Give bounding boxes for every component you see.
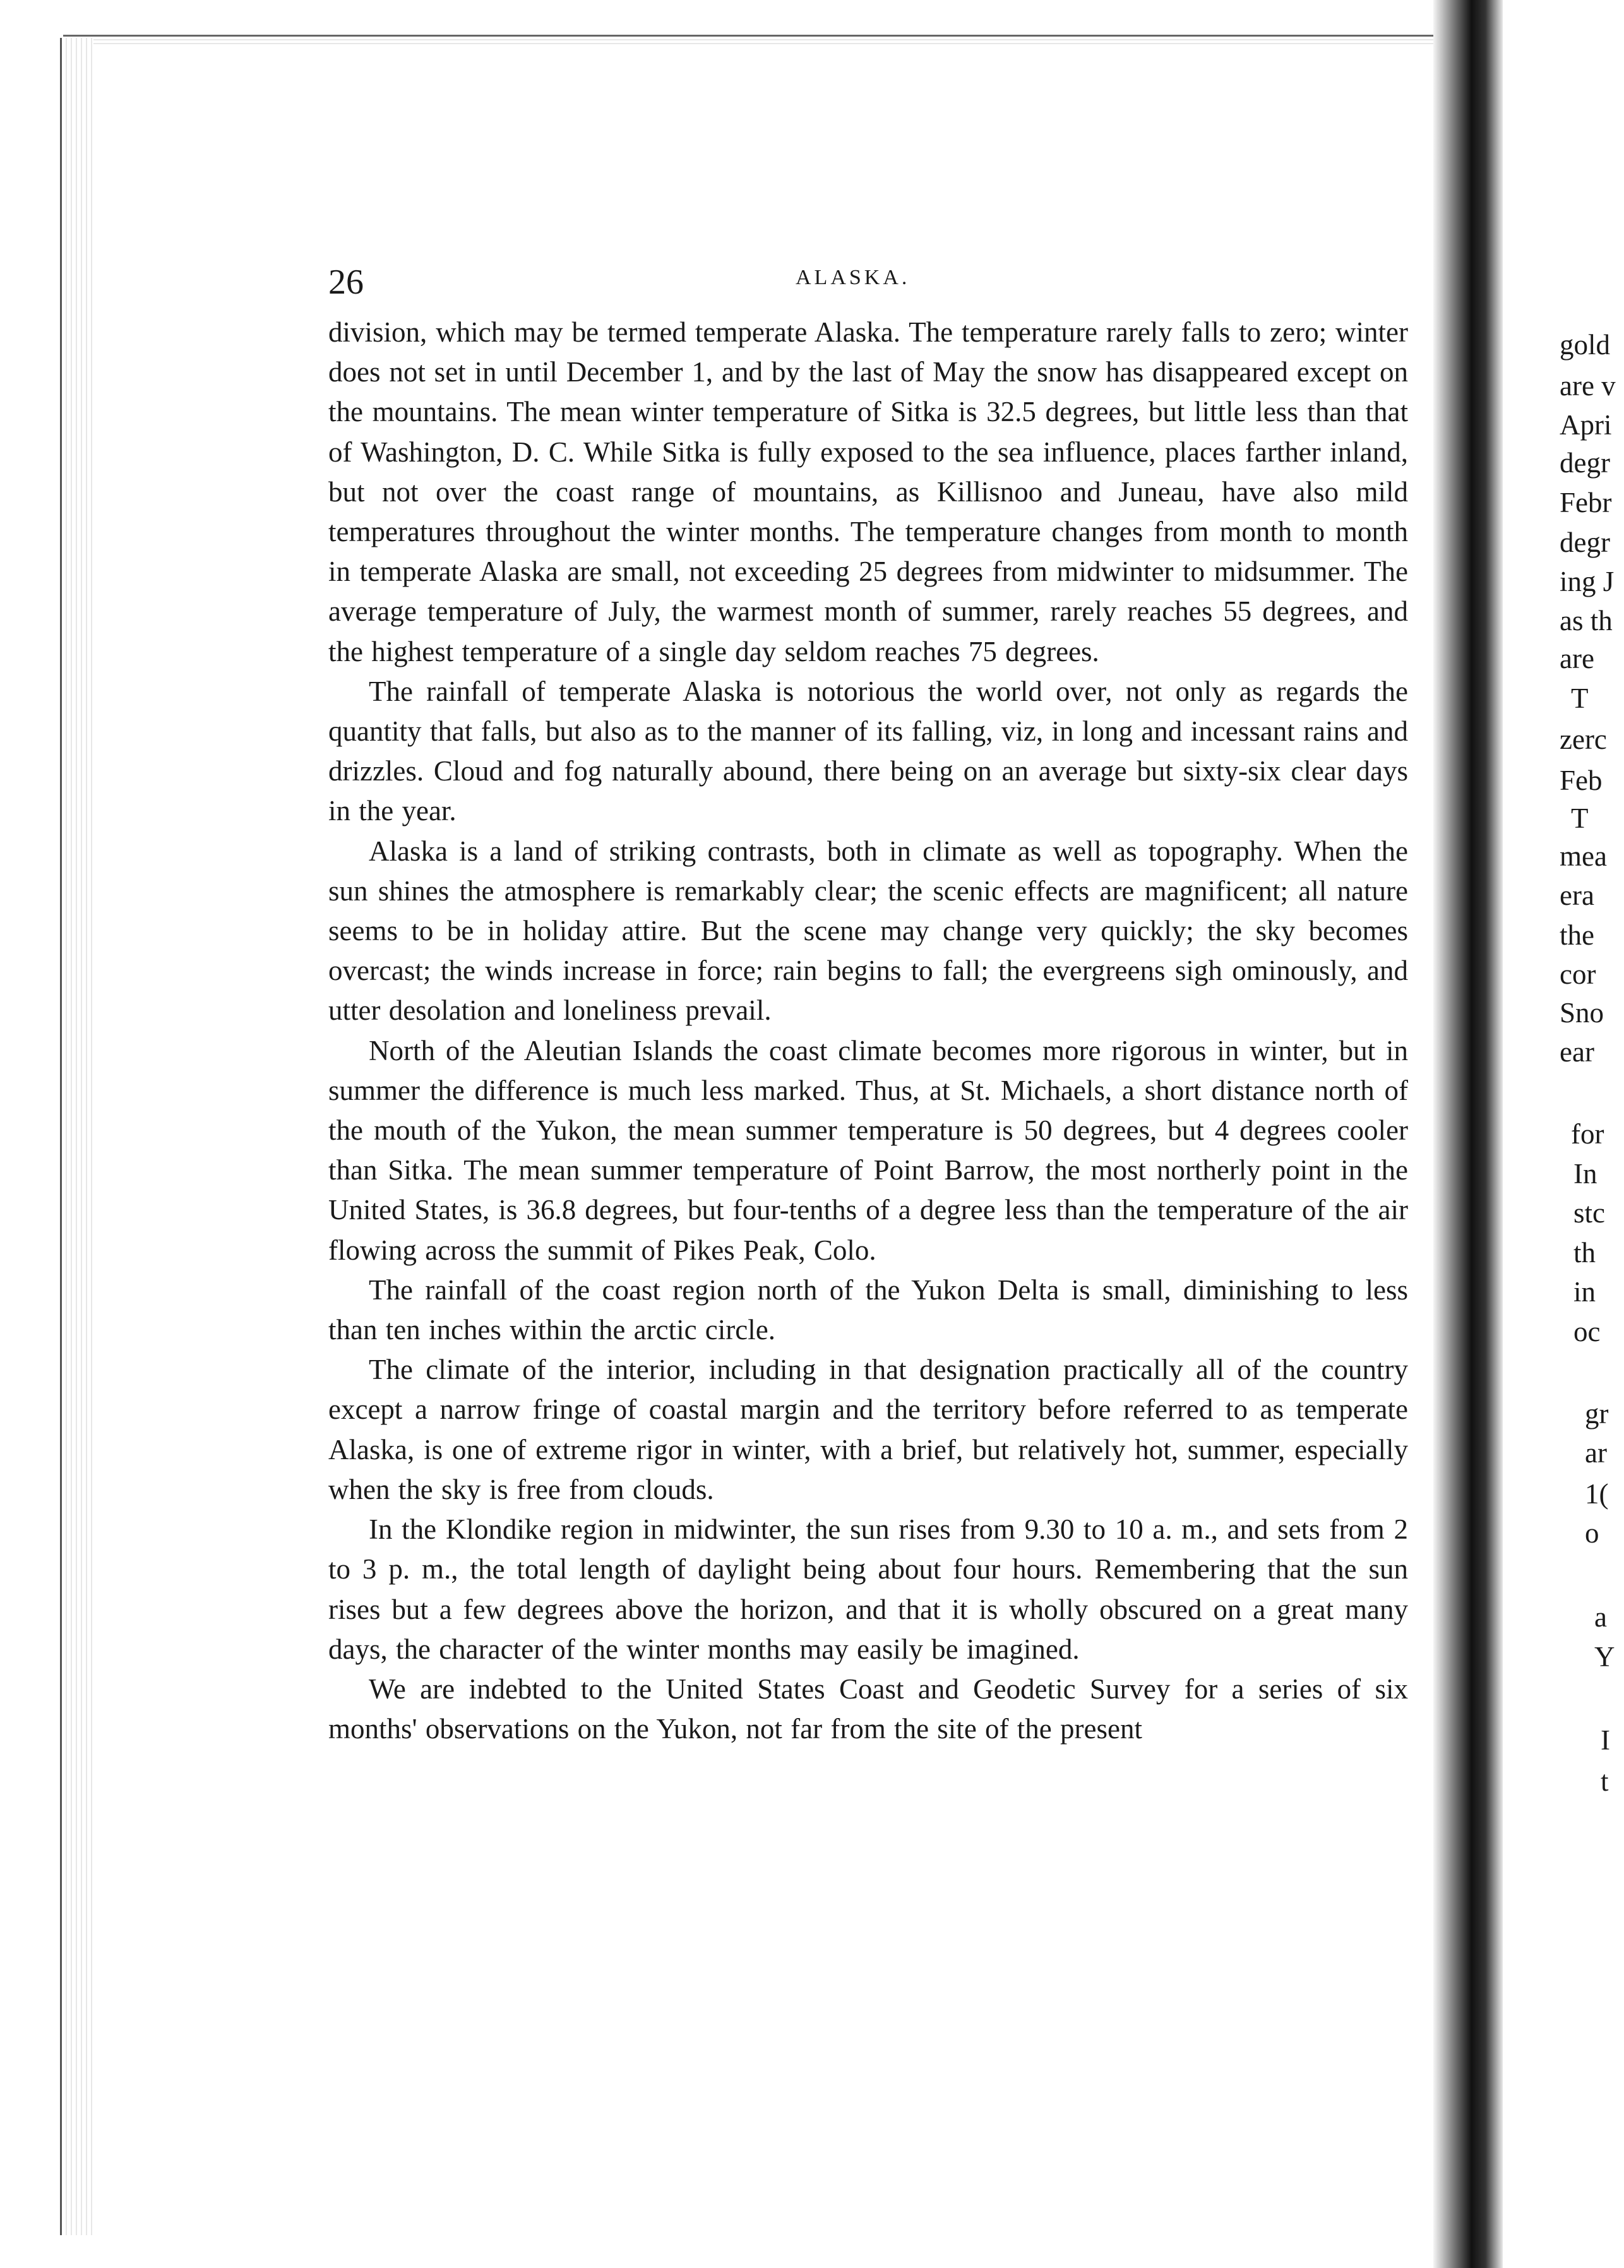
facing-page-line: era xyxy=(1560,880,1594,911)
facing-page-line: I xyxy=(1601,1724,1610,1756)
facing-page-line: In xyxy=(1573,1158,1597,1190)
facing-page-line: in xyxy=(1573,1276,1596,1308)
page-block-top-edge xyxy=(63,35,1440,47)
running-title: ALASKA. xyxy=(796,266,911,289)
facing-page-line: Febr xyxy=(1560,487,1612,518)
book-page xyxy=(328,256,1408,1749)
facing-page-line: cor xyxy=(1560,958,1596,990)
facing-page-line: a xyxy=(1594,1601,1607,1633)
paragraph: division, which may be termed temperate Alaska. The temperature rarely falls to zero; winter does not set in until December 1, and by the last of May the snow has disappeared except on the mountains. The mean winter temperature of Sitka is 32.5 degrees, but little less than that of Washington, D. C. While Sitka is fully exposed to the sea influence, places farther inland, but not over the coast range of mountains, as Killisnoo and Juneau, have also mild temperatures throughout the winter months. The temperature changes from month to month in temperate Alaska are small, not exceeding 25 degrees from midwinter to midsummer. The average temperature of July, the warmest month of summer, rarely reaches 55 degrees, and the highest temperature of a single day seldom reaches 75 degrees. xyxy=(328,316,1408,667)
facing-page-line: gold xyxy=(1560,329,1611,361)
facing-page-line: T xyxy=(1571,683,1589,714)
book-binding-gutter xyxy=(1433,0,1503,2268)
facing-page-line: gr xyxy=(1585,1398,1609,1429)
facing-page-line: ar xyxy=(1585,1437,1607,1469)
facing-page-line: are v xyxy=(1560,370,1616,402)
facing-page-line: are xyxy=(1560,643,1594,674)
facing-page-line: Sno xyxy=(1560,997,1604,1029)
facing-page-line: as th xyxy=(1560,605,1613,636)
facing-page-line: Y xyxy=(1594,1641,1615,1673)
paragraph: North of the Aleutian Islands the coast climate becomes more rigorous in winter, but in summer the difference is much less marked. Thus, at St. Michaels, a short distance north of the mouth of the Yukon, the mean summer temperature is 50 degrees, but 4 degrees cooler than Sitka. The mean summer temperature of Point Barrow, the most northerly point in the United States, is 36.8 degrees, but four-tenths of a degree less than the temperature of the air flowing across the summit of Pikes Peak, Colo. xyxy=(328,1034,1408,1266)
facing-page-line: ear xyxy=(1560,1036,1594,1068)
facing-page-line: the xyxy=(1560,919,1594,951)
facing-page-line: for xyxy=(1571,1118,1604,1150)
paragraph: In the Klondike region in midwinter, the sun rises from 9.30 to 10 a. m., and sets from 2 to 3 p. m., the total length of daylight being about four hours. Remembering that the sun rises but a few degrees above the horizon, and that it is wholly obscured on a great many days, the character of the winter months may easily be imagined. xyxy=(328,1513,1408,1665)
facing-page-fragment xyxy=(1560,0,1624,2268)
facing-page-line: T xyxy=(1571,803,1589,834)
facing-page-line: 1( xyxy=(1585,1478,1609,1510)
paragraph: We are indebted to the United States Coast and Geodetic Survey for a series of six months' observations on the Yukon, not far from the site of the present xyxy=(328,1673,1408,1745)
facing-page-line: stc xyxy=(1573,1197,1605,1229)
facing-page-line: ing J xyxy=(1560,566,1615,597)
facing-page-line: Feb xyxy=(1560,765,1603,796)
body-text xyxy=(328,313,1408,1749)
paragraph: The climate of the interior, including in that designation practically all of the country except a narrow fringe of coastal margin and the territory before referred to as temperate Alaska, is one of extreme rigor in winter, with a brief, but relatively hot, summer, especially when the sky is free from clouds. xyxy=(328,1354,1408,1505)
facing-page-line: o xyxy=(1585,1517,1599,1549)
paragraph: The rainfall of the coast region north of the Yukon Delta is small, diminishing to less than ten inches within the arctic circle. xyxy=(328,1274,1408,1346)
page-block-left-edge xyxy=(60,38,93,2235)
running-head xyxy=(328,256,1408,313)
facing-page-line: Apri xyxy=(1560,409,1612,441)
facing-page-line: degr xyxy=(1560,447,1610,479)
facing-page-line: th xyxy=(1573,1237,1596,1268)
facing-page-line: oc xyxy=(1573,1316,1601,1347)
facing-page-line: zerc xyxy=(1560,724,1607,755)
paragraph: Alaska is a land of striking contrasts, both in climate as well as topography. When the sun shines the atmosphere is remarkably clear; the scenic effects are magnificent; all nature seems to be in holiday attire. But the scene may change very quickly; the sky becomes overcast; the winds increase in force; rain begins to fall; the evergreens sigh ominously, and utter desolation and loneliness prevail. xyxy=(328,835,1408,1027)
page-number: 26 xyxy=(328,263,364,302)
facing-page-line: mea xyxy=(1560,840,1607,872)
facing-page-line: t xyxy=(1601,1765,1609,1797)
facing-page-line: degr xyxy=(1560,527,1610,558)
paragraph: The rainfall of temperate Alaska is notorious the world over, not only as regards the quantity that falls, but also as to the manner of its falling, viz, in long and incessant rains and drizzles. Cloud and fog naturally abound, there being on an average but sixty-six clear days in the year. xyxy=(328,675,1408,827)
